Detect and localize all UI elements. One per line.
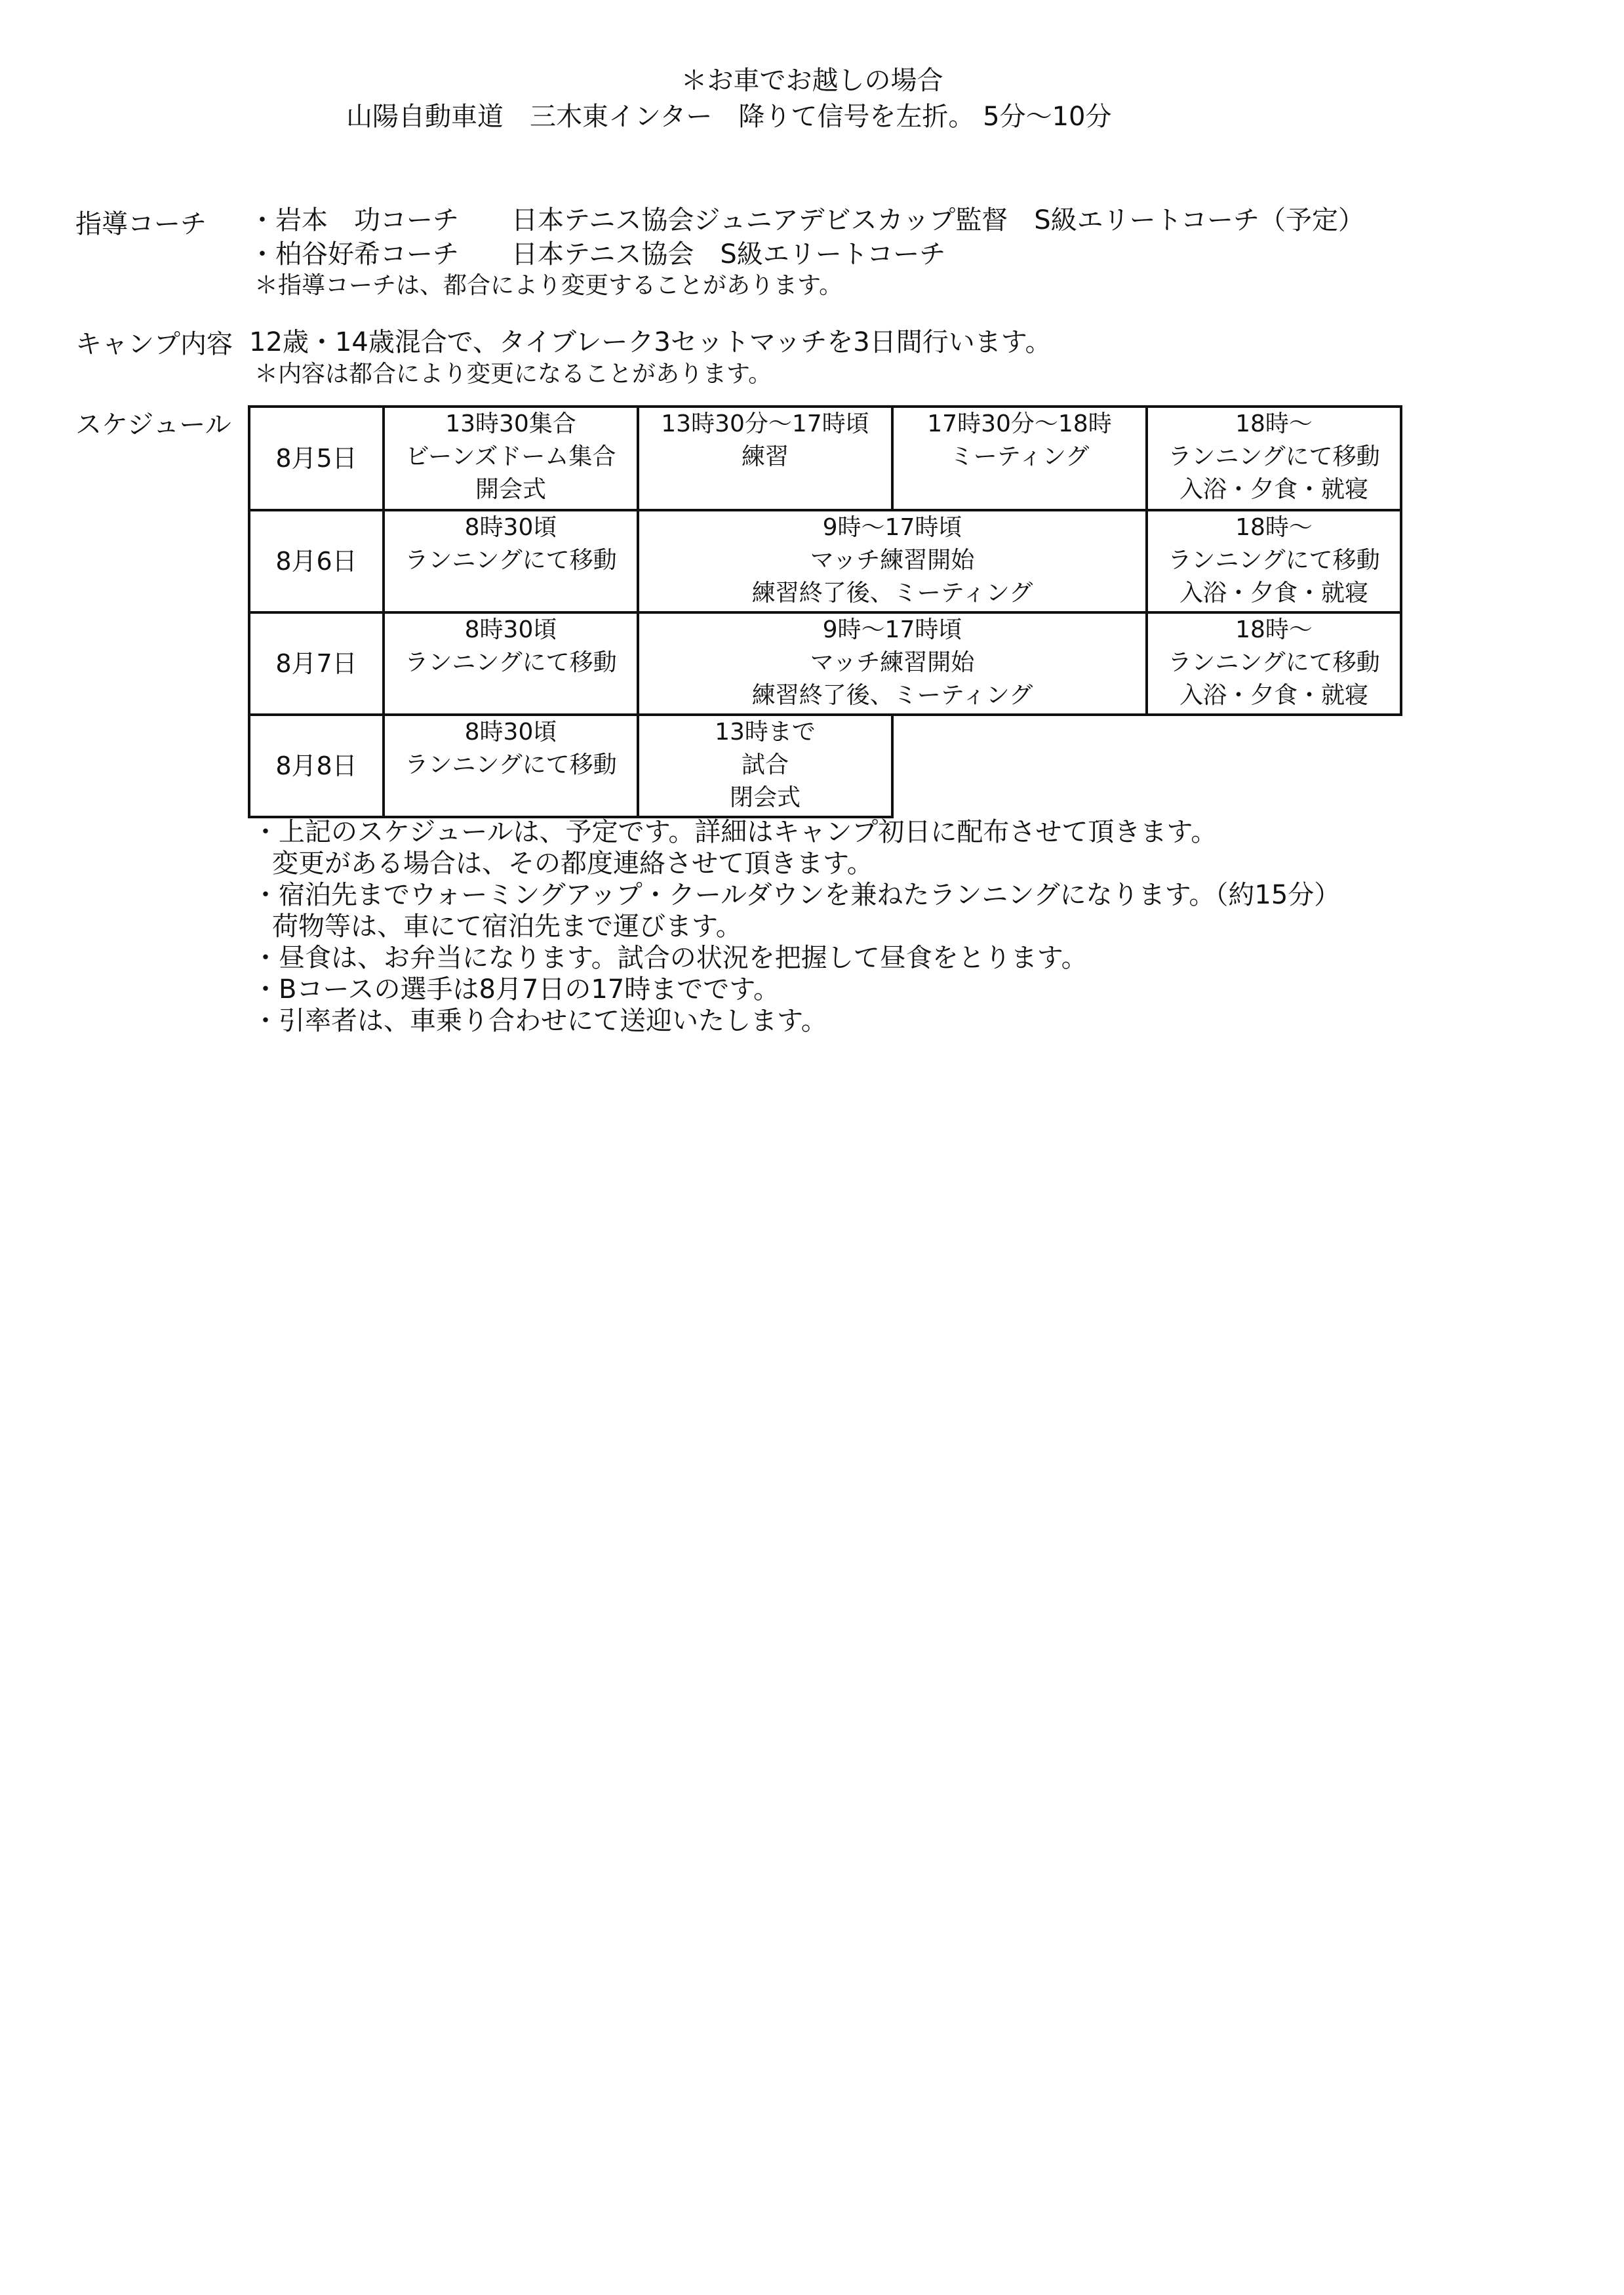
cell-line: 18時～ [1235,616,1313,643]
cell-line: ランニングにて移動 [1168,649,1380,676]
cell-line: ビーンズドーム集合 [405,443,616,470]
cell-line: ランニングにて移動 [1168,547,1380,574]
schedule-cell [638,510,1147,612]
coaches-label: 指導コーチ [75,209,207,239]
cell-line: 練習終了後、ミーティング [751,682,1033,709]
schedule-row [249,407,1401,510]
schedule-date: 8月6日 [249,510,384,612]
coach-iwamoto: ・岩本 功コーチ 日本テニス協会ジュニアデビスカップ監督 S級エリートコーチ（予定） [249,205,1364,235]
schedule-cell [384,510,638,612]
cell-line: 13時30集合 [445,410,576,437]
schedule-cell [384,407,638,510]
cell-line: ランニングにて移動 [1168,443,1380,470]
cell-line: ミーティング [949,443,1090,470]
cell-line: ランニングにて移動 [405,547,617,574]
note-item: ・引率者は、車乗り合わせにて送迎いたします。 [252,1006,827,1036]
schedule-cell [638,715,892,817]
schedule-table [248,405,1402,818]
cell-line: 8時30頃 [464,616,557,643]
schedule-date: 8月8日 [249,715,384,817]
cell-line: 17時30分～18時 [927,410,1112,437]
notes-block [252,816,1340,1037]
cell-line: 入浴・夕食・就寝 [1179,476,1368,503]
cell-line: マッチ練習開始 [810,547,975,574]
note-item: ・Bコースの選手は8月7日の17時までです。 [252,974,780,1005]
cell-line: 8時30頃 [464,514,557,541]
note-item: ・昼食は、お弁当になります。試合の状況を把握して昼食をとります。 [252,943,1088,973]
cell-line: 13時30分～17時頃 [661,410,869,437]
cell-line: 8時30頃 [464,719,557,746]
note-item: 荷物等は、車にて宿泊先まで運びます。 [272,911,742,942]
schedule-row [249,510,1401,612]
schedule-cell [1147,510,1401,612]
coaches-note: ＊指導コーチは、都合により変更することがあります。 [254,272,843,299]
schedule-date: 8月7日 [249,612,384,715]
cell-line: マッチ練習開始 [810,649,975,676]
schedule-cell [638,407,892,510]
note-item: ・上記のスケジュールは、予定です。詳細はキャンプ初日に配布させて頂きます。 [252,817,1218,847]
cell-line: 練習 [741,443,789,470]
cell-line: 開会式 [475,476,546,503]
empty-cell [892,715,1401,817]
cell-line: 練習終了後、ミーティング [751,580,1033,607]
schedule-cell [638,612,1147,715]
note-item: ・宿泊先までウォーミングアップ・クールダウンを兼ねたランニングになります。（約15分） [252,880,1341,910]
note-item: 変更がある場合は、その都度連絡させて頂きます。 [272,848,873,879]
schedule-row [249,715,1401,817]
cell-line: ランニングにて移動 [405,649,617,676]
schedule-date: 8月5日 [249,407,384,510]
schedule-cell [1147,612,1401,715]
content-text: 12歳・14歳混合で、タイブレーク3セットマッチを3日間行います。 [249,327,1052,357]
schedule-cell [384,612,638,715]
cell-line: 9時～17時頃 [822,514,962,541]
cell-line: 入浴・夕食・就寝 [1179,580,1368,607]
schedule-cell [892,407,1147,510]
cell-line: 閉会式 [729,784,801,811]
cell-line: 試合 [741,751,789,778]
schedule-cell [384,715,638,817]
cell-line: 入浴・夕食・就寝 [1179,682,1368,709]
cell-line: 18時～ [1235,514,1313,541]
schedule-cell [1147,407,1401,510]
cell-line: 18時～ [1235,410,1313,437]
schedule-row [249,612,1401,715]
access-directions: 山陽自動車道 三木東インター 降りて信号を左折。 5分～10分 [346,102,1112,132]
cell-line: ランニングにて移動 [405,751,617,778]
schedule-label: スケジュール [75,410,231,440]
cell-line: 13時まで [715,719,816,746]
content-label: キャンプ内容 [75,329,233,359]
cell-line: 9時～17時頃 [822,616,962,643]
content-note: ＊内容は都合により変更になることがあります。 [254,361,772,388]
access-heading: ＊お車でお越しの場合 [681,66,943,96]
coach-kashiwaya: ・柏谷好希コーチ 日本テニス協会 S級エリートコーチ [249,239,946,269]
